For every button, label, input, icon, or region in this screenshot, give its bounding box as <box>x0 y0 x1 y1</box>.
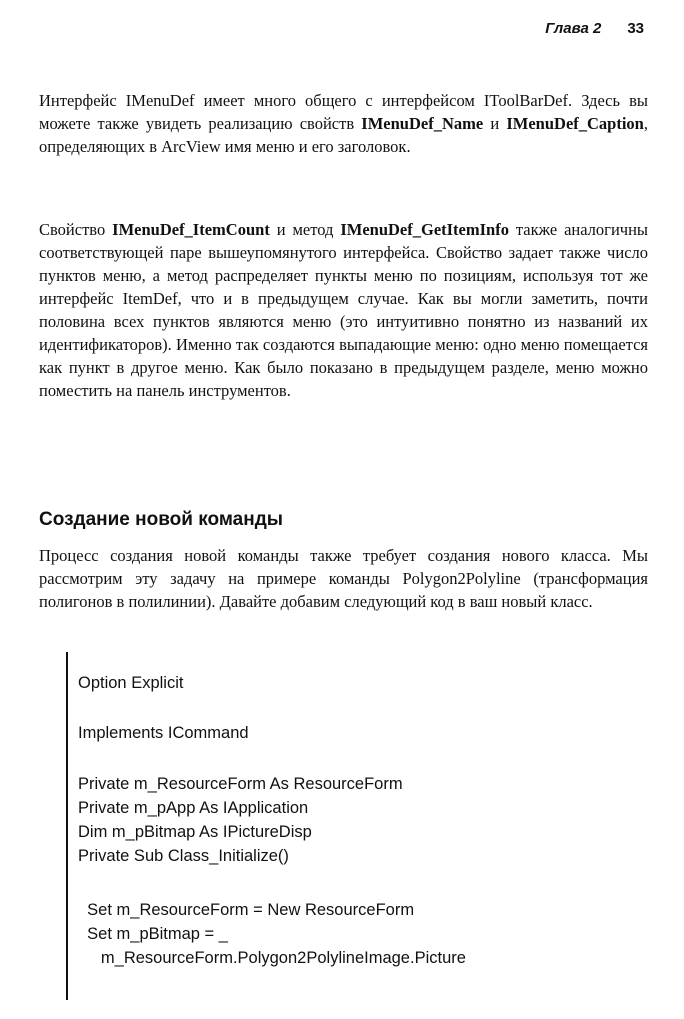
bold-term: IMenuDef_Name <box>361 114 484 133</box>
text-run: и <box>483 114 507 133</box>
page-number: 33 <box>627 20 644 37</box>
bold-term: IMenuDef_Caption <box>506 114 644 133</box>
code-line: Private m_ResourceForm As ResourceForm <box>78 775 403 793</box>
code-line: Private Sub Class_Initialize() <box>78 847 289 865</box>
bold-term: IMenuDef_GetItemInfo <box>340 220 509 239</box>
bold-term: IMenuDef_ItemCount <box>112 220 270 239</box>
section-heading: Создание новой команды <box>39 509 283 530</box>
text-run: также аналогичны соответствующей паре вышеупомянутого интерфейса. Свойство задает также число пунктов меню, а метод распределяет пункты меню по позициям, используя тот же интерфейс ItemDef, что и в предыдущем случае. Как вы могли заметить, почти половина всех пунктов являются меню (это интуитивно понятно из названий их идентификаторов). Именно так создаются выпадающие меню: одно меню помещается как пункт в другое меню. Как было показано в предыдущем разделе, меню можно поместить на панель инструментов. <box>39 220 648 400</box>
text-run: Свойство <box>39 220 113 239</box>
code-line: m_ResourceForm.Polygon2PolylineImage.Picture <box>78 949 466 967</box>
paragraph-itemcount <box>39 218 648 402</box>
text-run: и метод <box>269 220 341 239</box>
code-line: Option Explicit <box>78 674 184 692</box>
code-line: Implements ICommand <box>78 724 249 742</box>
code-listing <box>66 652 658 1000</box>
code-line: Dim m_pBitmap As IPictureDisp <box>78 823 312 841</box>
code-line: Set m_ResourceForm = New ResourceForm <box>78 901 415 919</box>
code-line: Private m_pApp As IApplication <box>78 799 309 817</box>
text-run: , определяющих в ArcView имя меню и его заголовок. <box>39 114 648 156</box>
running-head <box>545 20 644 37</box>
paragraph-imenudef <box>39 89 648 158</box>
code-line: Set m_pBitmap = _ <box>78 925 228 943</box>
chapter-label: Глава 2 <box>545 20 602 37</box>
text-run: Интерфейс IMenuDef имеет много общего с интерфейсом IToolBarDef. Здесь вы можете также увидеть реализацию свойств <box>39 91 648 133</box>
paragraph-new-command: Процесс создания новой команды также требует создания нового класса. Мы рассмотрим эту задачу на примере команды Polygon2Polyline (трансформация полигонов в полилинии). Давайте добавим следующий код в ваш новый класс. <box>39 546 648 611</box>
